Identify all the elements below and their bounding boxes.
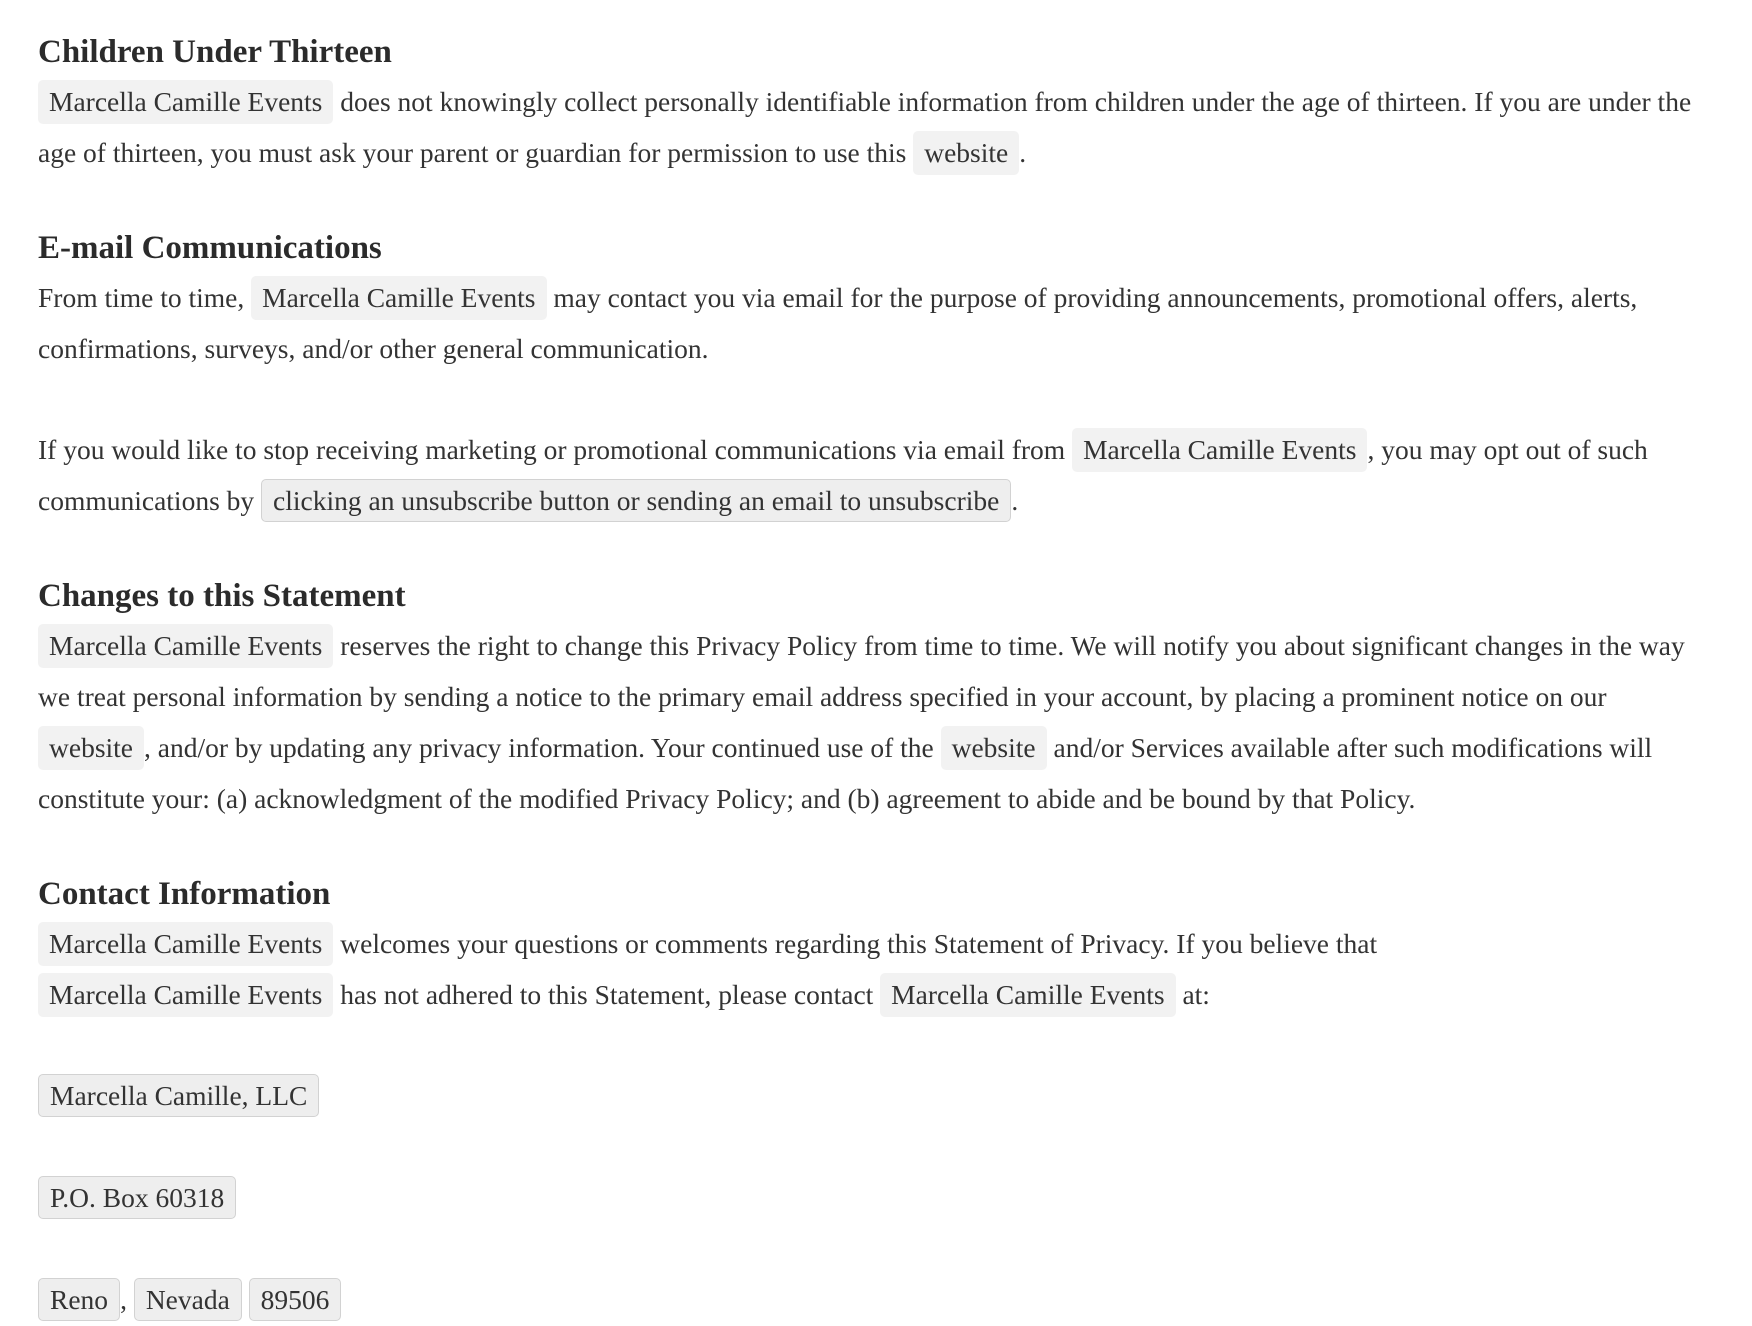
email-paragraph-2: If you would like to stop receiving marketing or promotional communications via email from Marcella Camille Events , you may opt out of such communications by clicking an unsubscribe button or sending an email to unsubscribe . bbox=[38, 424, 1714, 526]
company-chip: Marcella Camille Events bbox=[38, 80, 333, 124]
changes-heading: Changes to this Statement bbox=[38, 578, 406, 614]
email-heading: E-mail Communications bbox=[38, 230, 382, 266]
mailing-address bbox=[38, 1070, 1714, 1326]
children-heading: Children Under Thirteen bbox=[38, 34, 392, 70]
email-section bbox=[38, 228, 1714, 526]
address-city-chip: Reno bbox=[38, 1278, 120, 1321]
address-zip-chip: 89506 bbox=[249, 1278, 342, 1321]
unsubscribe-method-chip: clicking an unsubscribe button or sending an email to unsubscribe bbox=[261, 479, 1011, 522]
company-chip: Marcella Camille Events bbox=[38, 624, 333, 668]
company-chip: Marcella Camille Events bbox=[38, 973, 333, 1017]
address-po-box-line bbox=[38, 1172, 1714, 1224]
website-chip: website bbox=[913, 131, 1019, 175]
company-chip: Marcella Camille Events bbox=[1072, 428, 1367, 472]
address-po-box-chip: P.O. Box 60318 bbox=[38, 1176, 236, 1219]
address-name-chip: Marcella Camille, LLC bbox=[38, 1074, 319, 1117]
address-name-line bbox=[38, 1070, 1714, 1122]
company-chip: Marcella Camille Events bbox=[38, 922, 333, 966]
address-state-chip: Nevada bbox=[134, 1278, 242, 1321]
changes-paragraph: Marcella Camille Events reserves the right to change this Privacy Policy from time to time. We will notify you about significant changes in the way we treat personal information by sending a notice to the primary email address specified in your account, by placing a prominent notice on our website , and/or by updating any privacy information. Your continued use of the website and/or Services available after such modifications will constitute your: (a) acknowledgment of the modified Privacy Policy; and (b) agreement to abide and be bound by that Policy. bbox=[38, 620, 1714, 824]
contact-heading: Contact Information bbox=[38, 876, 331, 912]
children-section bbox=[38, 32, 1714, 178]
email-paragraph-1: From time to time, Marcella Camille Events may contact you via email for the purpose of providing announcements, promotional offers, alerts, confirmations, surveys, and/or other general communication. bbox=[38, 272, 1714, 374]
address-city-line bbox=[38, 1274, 1714, 1326]
company-chip: Marcella Camille Events bbox=[251, 276, 546, 320]
contact-section bbox=[38, 874, 1714, 1326]
changes-section bbox=[38, 576, 1714, 824]
children-paragraph: Marcella Camille Events does not knowingly collect personally identifiable information from children under the age of thirteen. If you are under the age of thirteen, you must ask your parent or guardian for permission to use this website . bbox=[38, 76, 1714, 178]
address-separator: , bbox=[120, 1284, 127, 1315]
website-chip: website bbox=[38, 726, 144, 770]
company-chip: Marcella Camille Events bbox=[880, 973, 1175, 1017]
contact-paragraph: Marcella Camille Events welcomes your questions or comments regarding this Statement of Privacy. If you believe that Marcella Camille Events has not adhered to this Statement, please contact Marcella Camille Events at: bbox=[38, 918, 1714, 1020]
website-chip: website bbox=[941, 726, 1047, 770]
